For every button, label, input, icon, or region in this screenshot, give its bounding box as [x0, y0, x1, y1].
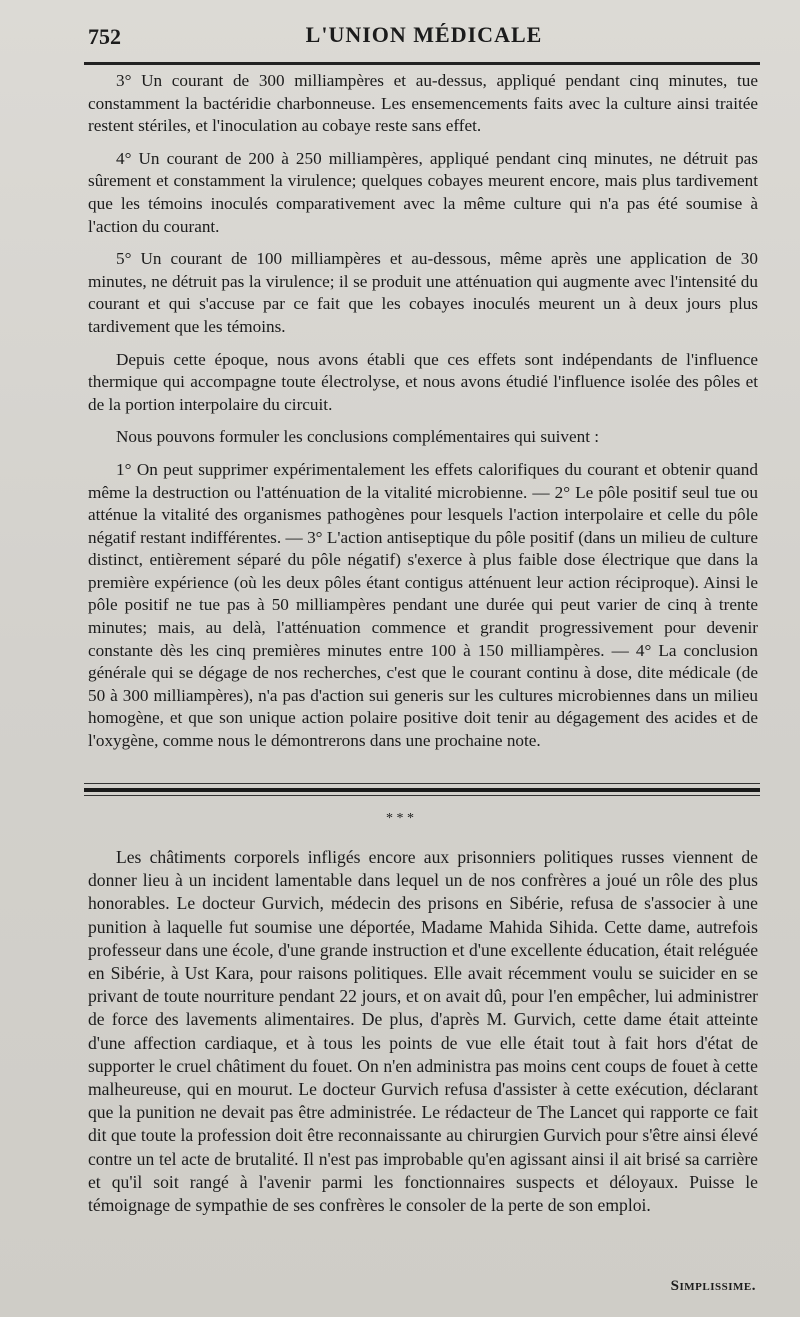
- paragraph-conclusion-3: 3° Un courant de 300 milliampères et au-dessus, appliqué pendant cinq minutes, tue constamment la bactéridie charbonneuse. Les ensemencements faits avec la culture ainsi traitée restent stériles, et l'inoculation au cobaye reste sans effet.: [88, 71, 758, 136]
- asterism: * * *: [386, 811, 414, 826]
- header-rule: [84, 62, 760, 65]
- paragraph-complementary-intro: Nous pouvons formuler les conclusions complémentaires qui suivent :: [116, 427, 600, 447]
- section-separator: [84, 783, 760, 799]
- paragraph-conclusion-4: 4° Un courant de 200 à 250 milliampères, appliqué pendant cinq minutes, ne détruit pas sûrement et constamment la virulence; quelques cobayes meurent encore, mais plus tardivement que les témoins inoculés comparativement avec la même culture qui n'a pas été soumise à l'action du courant.: [88, 148, 758, 236]
- paragraph-conclusion-5: 5° Un courant de 100 milliampères et au-dessous, même après une application de 30 minutes, ne détruit pas la virulence; il se produit une atténuation qui augmente avec l'intensité du courant et qui s'accuse par ce fait que les cobayes inoculés meurent un à deux jours plus tardivement que les témoins.: [88, 249, 758, 336]
- paragraph-complementary-conclusions: 1° On peut supprimer expérimentalement les effets calorifiques du courant et obtenir quand même la destruction ou l'atténuation de la vitalité microbienne. — 2° Le pôle positif seul tue ou atténue la vitalité des organismes pathogènes pour lesquels l'action interpolaire et celle du pôle négatif restant indifférentes. — 3° L'action antiseptique du pôle positif (dans un milieu de culture distinct, entièrement séparé du pôle négatif) s'exerce à plus faible dose électrique que dans la première expérience (où les deux pôles étant contigus atténuent leur action réciproque). Ainsi le pôle positif ne tue pas à 50 milliampères pendant une durée qui peut varier de cinq à trente minutes; mais, au delà, l'atténuation commence et grandit progressivement pour devenir constante dès les cinq premières minutes entre 100 à 150 milliampères. — 4° La conclusion générale qui se dégage de nos recherches, c'est que le courant continu à dose, dite médicale (de 50 à 300 milliampères), n'a pas d'action sui generis sur les cultures microbiennes dans un milieu homogène, et que son unique action polaire positive doit tenir au dégagement des acides et de l'oxygène, comme nous le démontrerons dans une prochaine note.: [88, 459, 758, 751]
- signature: Simplissime.: [670, 1278, 756, 1294]
- running-title: L'UNION MÉDICALE: [305, 22, 543, 47]
- lower-article: [88, 846, 758, 1219]
- paragraph-corporal-punishment: Les châtiments corporels infligés encore aux prisonniers politiques russes viennent de donner lieu à un incident lamentable dans lequel un de nos confrères a joué un rôle des plus honorables. Le docteur Gurvich, médecin des prisons en Sibérie, refusa de s'associer à une punition à laquelle fut soumise une déportée, Madame Mahida Sihida. Cette dame, autrefois professeur dans une école, d'une grande instruction et d'une excellente éducation, était reléguée en Sibérie, à Ust Kara, pour raisons politiques. Elle avait récemment voulu se suicider en se privant de toute nourriture pendant 22 jours, et on avait dû, pour l'en empêcher, lui administrer de force des lavements alimentaires. De plus, d'après M. Gurvich, cette dame était atteinte d'une affection cardiaque, et à tous les points de vue elle était tout à fait hors d'état de supporter le cruel châtiment du fouet. On n'en administra pas moins cent coups de fouet à cette malheureuse, qui en mourut. Le docteur Gurvich refusa d'assister à cette exécution, déclarant que la punition ne devait pas être administrée. Le rédacteur de The Lancet qui rapporte ce fait dit que toute la profession doit être reconnaissante au chirurgien Gurvich pour s'être ainsi élevé contre un tel acte de brutalité. Il n'est pas improbable qu'en agissant ainsi il ait brisé sa carrière et qu'il soit rangé à l'avenir parmi les fonctionnaires suspects et déloyaux. Puisse le témoignage de sympathie de ses confrères le consoler de la perte de son emploi.: [88, 847, 758, 1216]
- upper-article: [88, 70, 758, 755]
- page-header: [88, 18, 760, 58]
- paragraph-since-then: Depuis cette époque, nous avons établi que ces effets sont indépendants de l'influence thermique qui accompagne toute électrolyse, et nous avons étudié l'influence isolée des pôles et de la portion interpolaire du circuit.: [88, 349, 758, 414]
- page-number: 752: [88, 24, 121, 49]
